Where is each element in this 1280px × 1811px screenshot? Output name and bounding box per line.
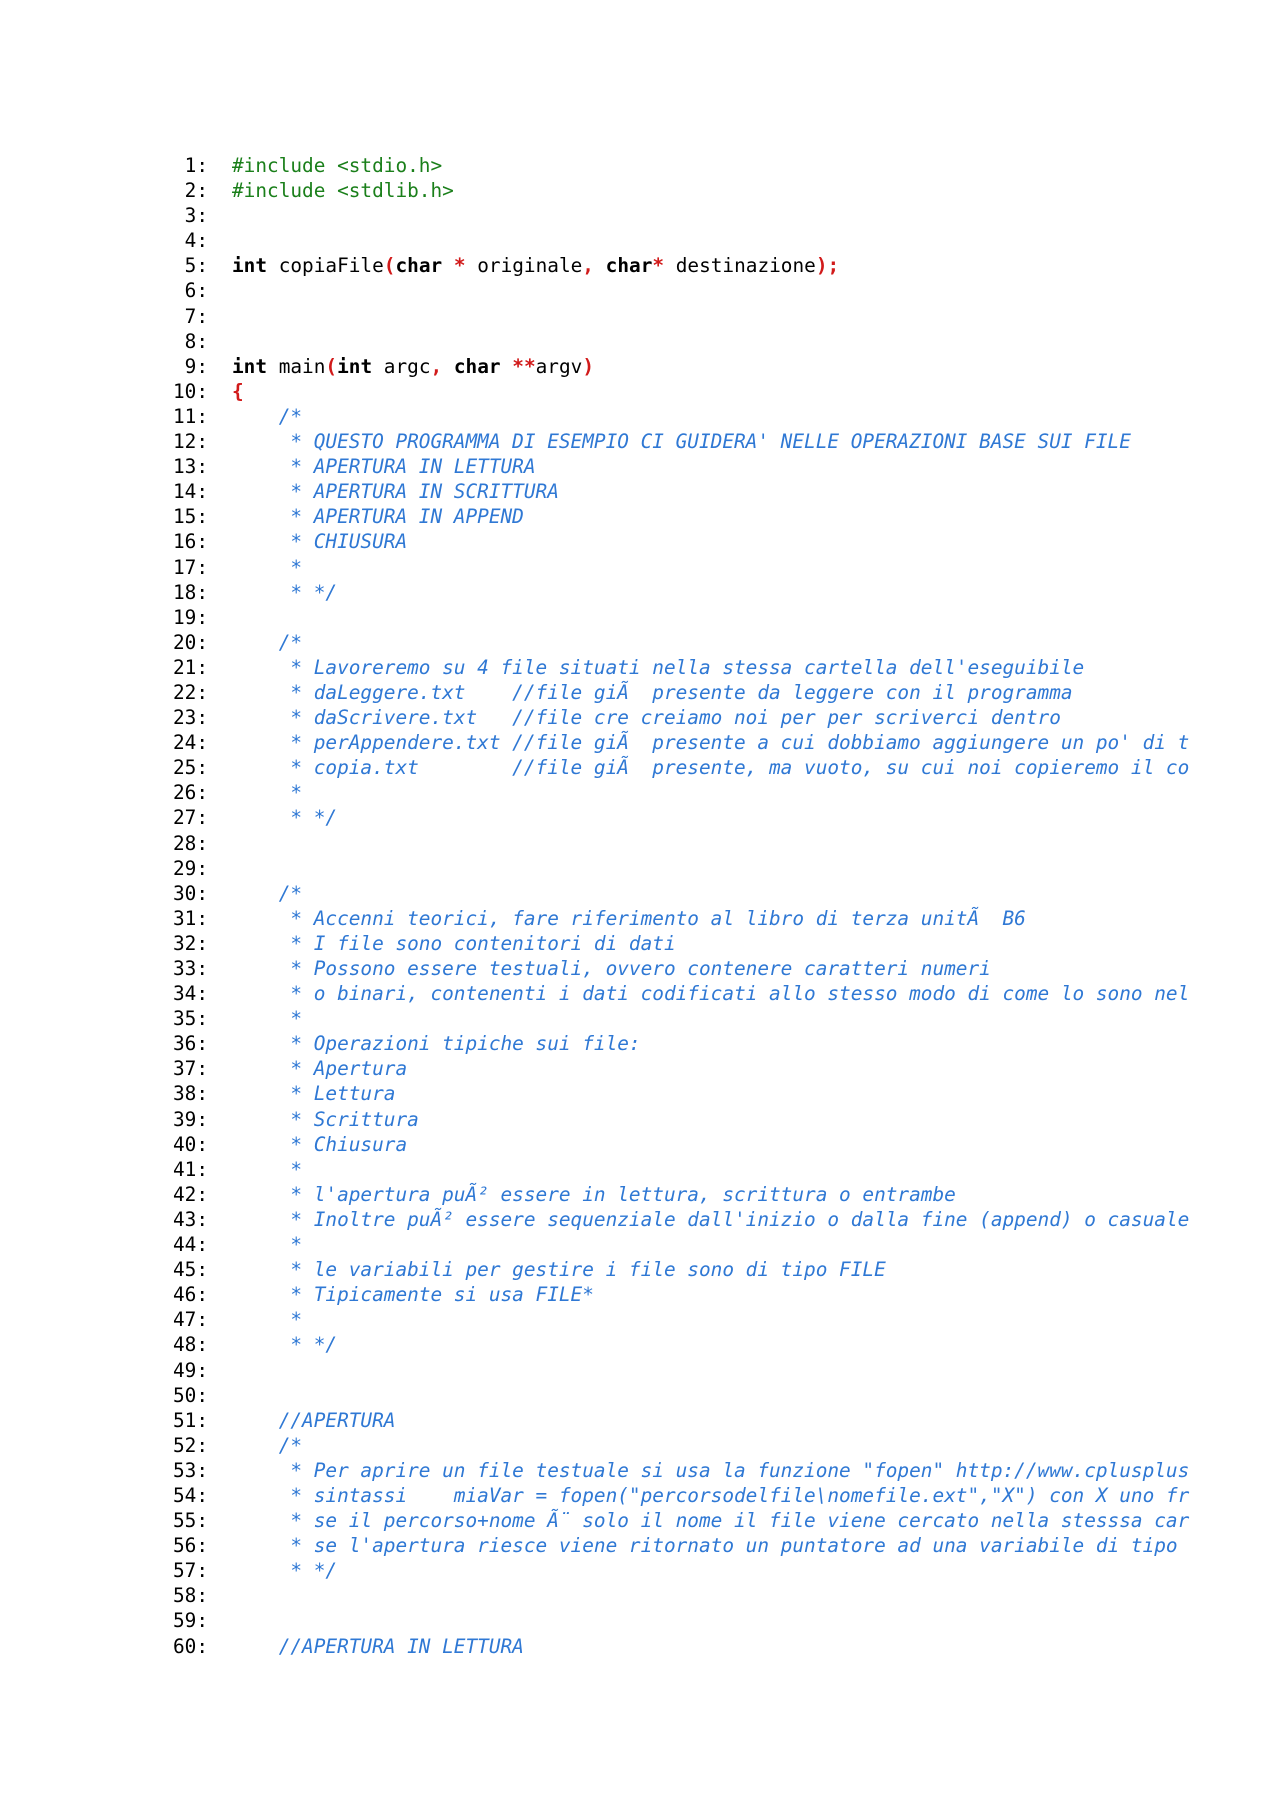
code-line xyxy=(160,1608,1200,1633)
line-number: 13: xyxy=(172,455,208,479)
code-text xyxy=(232,179,454,202)
comment-token: * Possono essere testuali, ovvero contenere caratteri numeri xyxy=(232,957,991,980)
code-line xyxy=(160,881,1200,906)
code-line xyxy=(160,1358,1200,1383)
line-number: 57: xyxy=(172,1559,208,1583)
comment-token: * xyxy=(232,1157,303,1181)
line-number: 28: xyxy=(172,831,208,855)
code-line xyxy=(160,379,1200,404)
code-text xyxy=(232,1208,1189,1231)
comment-token: * o binari, contenenti i dati codificati allo stesso modo di come lo sono nel xyxy=(232,982,1190,1006)
line-number: 59: xyxy=(172,1609,208,1633)
code-text xyxy=(232,957,991,980)
code-text xyxy=(232,380,244,403)
plain-token xyxy=(501,355,513,378)
code-line xyxy=(160,1006,1200,1031)
code-line xyxy=(160,680,1200,705)
line-number: 41: xyxy=(172,1157,208,1181)
preprocessor-token: #include <stdlib.h> xyxy=(232,179,454,203)
code-line xyxy=(160,831,1200,856)
code-line xyxy=(160,1558,1200,1583)
code-text xyxy=(232,1534,1178,1557)
plain-token: main xyxy=(267,354,326,378)
comment-token: * l'apertura puÃ² essere in lettura, scrittura o entrambe xyxy=(232,1182,956,1206)
comment-token: * xyxy=(232,1308,303,1332)
line-number: 39: xyxy=(172,1107,208,1131)
line-number: 9: xyxy=(184,354,208,378)
comment-token: * Lavoreremo su 4 file situati nella stessa cartella dell'eseguibile xyxy=(232,655,1085,679)
code-line xyxy=(160,755,1200,780)
code-text xyxy=(232,355,594,378)
line-number: 3: xyxy=(184,204,208,228)
code-text xyxy=(232,455,536,478)
comment-token: * APERTURA IN LETTURA xyxy=(232,455,536,479)
code-line xyxy=(160,580,1200,605)
code-line xyxy=(160,1081,1200,1106)
code-text xyxy=(232,1409,395,1432)
line-number: 34: xyxy=(172,982,208,1006)
keyword-token: char xyxy=(395,254,443,278)
code-line xyxy=(160,655,1200,680)
code-line xyxy=(160,805,1200,830)
comment-token: /* xyxy=(232,881,303,905)
code-text xyxy=(232,1158,302,1181)
line-number: 53: xyxy=(172,1458,208,1482)
keyword-token: int xyxy=(232,254,268,278)
code-line xyxy=(160,1307,1200,1332)
code-text xyxy=(232,806,337,829)
operator-token: ( xyxy=(383,254,396,278)
line-number: 52: xyxy=(172,1433,208,1457)
comment-token: //APERTURA IN LETTURA xyxy=(232,1634,524,1658)
code-text xyxy=(232,656,1084,679)
line-number: 26: xyxy=(172,781,208,805)
line-number: 23: xyxy=(172,706,208,730)
code-line xyxy=(160,1157,1200,1182)
code-text xyxy=(232,1133,407,1156)
code-line xyxy=(160,1332,1200,1357)
keyword-token: char xyxy=(453,354,501,378)
plain-token xyxy=(442,355,454,378)
line-number: 11: xyxy=(172,404,208,428)
code-text xyxy=(232,681,1073,704)
line-number: 60: xyxy=(172,1634,208,1658)
code-text xyxy=(232,1434,302,1457)
code-line xyxy=(160,304,1200,329)
comment-token: /* xyxy=(232,404,303,428)
code-line xyxy=(160,730,1200,755)
comment-token: * CHIUSURA xyxy=(232,530,408,554)
comment-token: * xyxy=(232,1007,303,1031)
code-line xyxy=(160,153,1200,178)
plain-token: destinazione xyxy=(664,254,816,278)
code-text xyxy=(232,430,1131,453)
line-number: 24: xyxy=(172,731,208,755)
keyword-token: int xyxy=(232,354,268,378)
code-line xyxy=(160,529,1200,554)
comment-token: * se il percorso+nome Ã¨ solo il nome il file viene cercato nella stesssa car xyxy=(232,1509,1190,1533)
line-number: 54: xyxy=(172,1483,208,1507)
plain-token: copiaFile xyxy=(267,254,384,278)
code-text xyxy=(232,405,302,428)
code-text xyxy=(232,907,1026,930)
line-number: 45: xyxy=(172,1258,208,1282)
code-text xyxy=(232,1333,337,1356)
comment-token: * */ xyxy=(232,580,338,604)
comment-token: * perAppendere.txt //file giÃ presente a cui dobbiamo aggiungere un po' di t xyxy=(232,731,1190,755)
code-line xyxy=(160,1408,1200,1433)
code-line xyxy=(160,329,1200,354)
line-number: 31: xyxy=(172,906,208,930)
plain-token xyxy=(594,254,606,277)
code-line xyxy=(160,178,1200,203)
code-line xyxy=(160,705,1200,730)
code-line xyxy=(160,1031,1200,1056)
line-number: 44: xyxy=(172,1233,208,1257)
code-text xyxy=(232,1635,524,1658)
code-line xyxy=(160,1132,1200,1157)
line-number: 40: xyxy=(172,1132,208,1156)
comment-token: * Tipicamente si usa FILE* xyxy=(232,1283,594,1307)
line-number: 6: xyxy=(184,279,208,303)
code-line xyxy=(160,404,1200,429)
line-number: 47: xyxy=(172,1308,208,1332)
code-line xyxy=(160,504,1200,529)
code-line xyxy=(160,906,1200,931)
code-text xyxy=(232,1057,407,1080)
line-number: 56: xyxy=(172,1534,208,1558)
code-line xyxy=(160,981,1200,1006)
code-line xyxy=(160,1583,1200,1608)
code-text xyxy=(232,731,1189,754)
code-text xyxy=(232,781,302,804)
code-text xyxy=(232,1183,956,1206)
line-number: 48: xyxy=(172,1333,208,1357)
code-text xyxy=(232,1283,594,1306)
line-number: 51: xyxy=(172,1408,208,1432)
comment-token: * Chiusura xyxy=(232,1132,408,1156)
line-number: 15: xyxy=(172,505,208,529)
code-line xyxy=(160,555,1200,580)
line-number: 2: xyxy=(184,179,208,203)
comment-token: * Scrittura xyxy=(232,1107,419,1131)
operator-token: * xyxy=(453,254,466,278)
line-number: 5: xyxy=(184,254,208,278)
comment-token: * xyxy=(232,555,303,579)
comment-token: /* xyxy=(232,630,303,654)
comment-token: * Lettura xyxy=(232,1082,396,1106)
line-number: 46: xyxy=(172,1283,208,1307)
code-text xyxy=(232,631,302,654)
code-line xyxy=(160,956,1200,981)
preprocessor-token: #include <stdio.h> xyxy=(232,154,443,177)
line-number: 8: xyxy=(184,329,208,353)
code-line xyxy=(160,1282,1200,1307)
code-text xyxy=(232,882,302,905)
line-number: 33: xyxy=(172,957,208,980)
code-text xyxy=(232,530,407,553)
comment-token: * Inoltre puÃ² essere sequenziale dall'inizio o dalla fine (append) o casuale xyxy=(232,1207,1190,1231)
code-text xyxy=(232,480,559,503)
line-number: 42: xyxy=(172,1182,208,1206)
line-number: 10: xyxy=(172,379,208,403)
code-line xyxy=(160,1508,1200,1533)
code-text xyxy=(232,1082,395,1105)
code-line xyxy=(160,479,1200,504)
code-text xyxy=(232,1258,886,1281)
operator-token: ) xyxy=(582,354,595,378)
code-line xyxy=(160,780,1200,805)
comment-token: * Operazioni tipiche sui file: xyxy=(232,1032,641,1056)
line-number: 19: xyxy=(172,605,208,629)
comment-token: * QUESTO PROGRAMMA DI ESEMPIO CI GUIDERA' NELLE OPERAZIONI BASE SUI FILE xyxy=(232,430,1131,454)
code-listing xyxy=(160,153,1200,1659)
comment-token: * le variabili per gestire i file sono di tipo FILE xyxy=(232,1258,886,1282)
line-number: 16: xyxy=(172,530,208,554)
keyword-token: char xyxy=(605,254,653,278)
line-number: 14: xyxy=(172,480,208,504)
line-number: 7: xyxy=(184,304,208,328)
code-line xyxy=(160,1107,1200,1132)
code-line xyxy=(160,856,1200,881)
line-number: 29: xyxy=(172,856,208,880)
code-text xyxy=(232,932,676,955)
code-line xyxy=(160,605,1200,630)
code-text xyxy=(232,706,1061,729)
code-line xyxy=(160,1634,1200,1659)
code-text xyxy=(232,756,1189,779)
code-line xyxy=(160,1056,1200,1081)
code-text xyxy=(232,154,442,177)
line-number: 30: xyxy=(172,881,208,905)
code-text xyxy=(232,556,302,579)
line-number: 12: xyxy=(172,430,208,454)
comment-token: * se l'apertura riesce viene ritornato un puntatore ad una variabile di tipo xyxy=(232,1534,1178,1558)
code-text xyxy=(232,254,839,277)
plain-token: argv xyxy=(535,354,583,378)
comment-token: * daLeggere.txt //file giÃ presente da leggere con il programma xyxy=(232,680,1073,704)
comment-token: * */ xyxy=(232,806,338,830)
code-text xyxy=(232,1308,302,1331)
comment-token: * APERTURA IN SCRITTURA xyxy=(232,480,559,504)
comment-token: /* xyxy=(232,1433,303,1457)
code-text xyxy=(232,1559,337,1582)
code-line xyxy=(160,278,1200,303)
comment-token: * xyxy=(232,1233,303,1257)
comment-token: * daScrivere.txt //file cre creiamo noi per per scriverci dentro xyxy=(232,706,1061,730)
code-text xyxy=(232,1233,302,1256)
line-number: 36: xyxy=(172,1032,208,1056)
line-number: 49: xyxy=(172,1358,208,1382)
line-number: 35: xyxy=(172,1007,208,1031)
line-number: 18: xyxy=(172,580,208,604)
comment-token: * copia.txt //file giÃ presente, ma vuoto, su cui noi copieremo il co xyxy=(232,756,1190,780)
operator-token: ( xyxy=(325,354,338,378)
code-line xyxy=(160,1182,1200,1207)
line-number: 17: xyxy=(172,555,208,579)
code-text xyxy=(232,1509,1189,1532)
code-line xyxy=(160,1483,1200,1508)
line-number: 27: xyxy=(172,806,208,830)
code-text xyxy=(232,1007,302,1030)
comment-token: * */ xyxy=(232,1333,338,1357)
code-line xyxy=(160,203,1200,228)
code-line xyxy=(160,253,1200,278)
code-line xyxy=(160,1533,1200,1558)
code-line xyxy=(160,1257,1200,1282)
code-text xyxy=(232,1459,1189,1482)
comment-token: //APERTURA xyxy=(232,1408,396,1432)
line-number: 32: xyxy=(172,931,208,955)
comment-token: * APERTURA IN APPEND xyxy=(232,505,524,529)
operator-token: { xyxy=(232,379,244,403)
code-line xyxy=(160,454,1200,479)
line-number: 20: xyxy=(172,630,208,654)
comment-token: * Per aprire un file testuale si usa la funzione "fopen" http://www.cplusplus xyxy=(232,1458,1190,1482)
line-number: 25: xyxy=(172,756,208,780)
code-line xyxy=(160,228,1200,253)
line-number: 50: xyxy=(172,1383,208,1407)
line-number: 4: xyxy=(184,229,208,253)
line-number: 1: xyxy=(184,154,208,177)
operator-token: , xyxy=(430,354,443,378)
plain-token: originale xyxy=(465,254,583,278)
line-number: 37: xyxy=(172,1057,208,1081)
line-number: 38: xyxy=(172,1082,208,1106)
line-number: 58: xyxy=(172,1584,208,1608)
operator-token: * xyxy=(652,254,665,278)
code-line xyxy=(160,630,1200,655)
line-number: 55: xyxy=(172,1509,208,1533)
code-text xyxy=(232,1484,1189,1507)
keyword-token: int xyxy=(337,354,373,378)
comment-token: * Accenni teorici, fare riferimento al libro di terza unitÃ B6 xyxy=(232,906,1026,930)
code-line xyxy=(160,429,1200,454)
code-text xyxy=(232,1032,641,1055)
comment-token: * Apertura xyxy=(232,1057,408,1081)
code-line xyxy=(160,1433,1200,1458)
code-text xyxy=(232,505,524,528)
code-line xyxy=(160,1232,1200,1257)
code-line xyxy=(160,354,1200,379)
code-text xyxy=(232,581,337,604)
comment-token: * sintassi miaVar = fopen("percorsodelfile\nomefile.ext","X") con X uno fr xyxy=(232,1483,1190,1507)
code-line xyxy=(160,1207,1200,1232)
code-text xyxy=(232,1108,419,1131)
comment-token: * xyxy=(232,781,303,805)
code-line xyxy=(160,931,1200,956)
line-number: 43: xyxy=(172,1207,208,1231)
plain-token: argc xyxy=(372,354,431,378)
code-line xyxy=(160,1383,1200,1408)
comment-token: * I file sono contenitori di dati xyxy=(232,931,676,955)
operator-token: ); xyxy=(815,254,840,278)
code-text xyxy=(232,982,1189,1005)
code-line xyxy=(160,1458,1200,1483)
plain-token xyxy=(442,254,454,277)
operator-token: ** xyxy=(512,354,536,378)
line-number: 21: xyxy=(172,655,208,679)
operator-token: , xyxy=(582,254,594,278)
line-number: 22: xyxy=(172,680,208,704)
comment-token: * */ xyxy=(232,1559,338,1583)
